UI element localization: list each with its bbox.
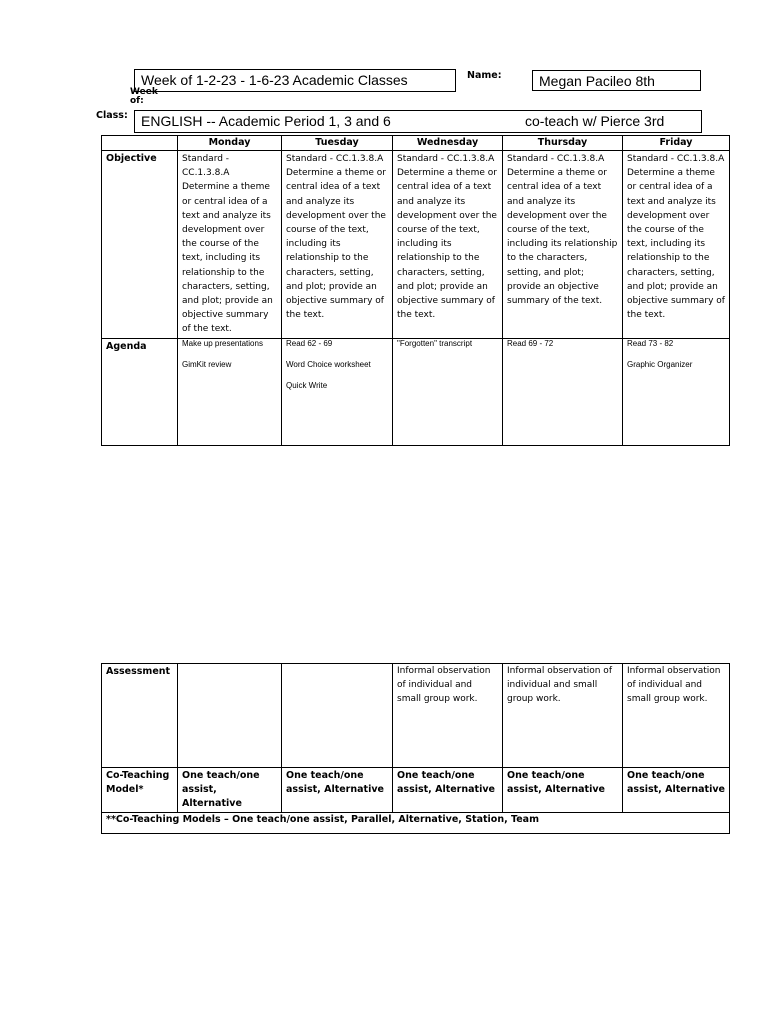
agenda-label: Agenda bbox=[102, 338, 178, 445]
day-header: Monday bbox=[178, 136, 282, 151]
coteach-cell: One teach/one assist, Alternative bbox=[623, 768, 730, 813]
class-box-right-text: co-teach w/ Pierce 3rd bbox=[525, 113, 665, 129]
agenda-item: Word Choice worksheet bbox=[286, 359, 371, 369]
objective-row bbox=[102, 151, 730, 339]
lesson-plan-table bbox=[101, 135, 730, 446]
day-header: Thursday bbox=[503, 136, 623, 151]
assessment-cell: Informal observation of individual and small group work. bbox=[623, 664, 730, 768]
agenda-cell bbox=[503, 338, 623, 445]
agenda-item: Read 73 - 82 bbox=[627, 338, 674, 348]
objective-cell: Standard - CC.1.3.8.A Determine a theme or central idea of a text and analyze its development over the course of the text, including its relationship to the characters, setting, and plot; provide an objective summary of the text. bbox=[503, 151, 623, 339]
class-label: Class: bbox=[96, 110, 128, 121]
agenda-item: Read 69 - 72 bbox=[507, 338, 554, 348]
assessment-cell bbox=[178, 664, 282, 768]
assessment-row bbox=[102, 664, 730, 768]
day-header-row bbox=[102, 136, 730, 151]
week-label-ghost: Week of: bbox=[130, 87, 158, 106]
class-box-left-text: ENGLISH -- Academic Period 1, 3 and 6 bbox=[141, 113, 391, 129]
objective-cell: Standard - CC.1.3.8.A Determine a theme or central idea of a text and analyze its development over the course of the text, including its relationship to the characters, setting, and plot; provide an objective summary of the text. bbox=[178, 151, 282, 339]
name-label: Name: bbox=[467, 70, 502, 81]
day-header: Tuesday bbox=[282, 136, 393, 151]
day-header: Friday bbox=[623, 136, 730, 151]
assessment-cell: Informal observation of individual and small group work. bbox=[393, 664, 503, 768]
agenda-item: "Forgotten" transcript bbox=[397, 338, 473, 348]
assessment-table bbox=[101, 663, 730, 834]
agenda-cell bbox=[623, 338, 730, 445]
agenda-cell bbox=[393, 338, 503, 445]
assessment-label: Assessment bbox=[102, 664, 178, 768]
agenda-item: GimKit review bbox=[182, 359, 232, 369]
week-box: Week of 1-2-23 - 1-6-23 Academic Classes bbox=[134, 69, 456, 92]
day-header: Wednesday bbox=[393, 136, 503, 151]
objective-cell: Standard - CC.1.3.8.A Determine a theme or central idea of a text and analyze its development over the course of the text, including its relationship to the characters, setting, and plot; provide an objective summary of the text. bbox=[393, 151, 503, 339]
name-box: Megan Pacileo 8th bbox=[532, 70, 701, 91]
coteach-cell: One teach/one assist, Alternative bbox=[282, 768, 393, 813]
coteach-cell: One teach/one assist, Alternative bbox=[503, 768, 623, 813]
coteach-row bbox=[102, 768, 730, 813]
footnote-row bbox=[102, 813, 730, 834]
agenda-cell bbox=[178, 338, 282, 445]
objective-label: Objective bbox=[102, 151, 178, 339]
objective-cell: Standard - CC.1.3.8.A Determine a theme or central idea of a text and analyze its development over the course of the text, including its relationship to the characters, setting, and plot; provide an objective summary of the text. bbox=[623, 151, 730, 339]
assessment-cell bbox=[282, 664, 393, 768]
agenda-item: Quick Write bbox=[286, 380, 328, 390]
assessment-cell: Informal observation of individual and small group work. bbox=[503, 664, 623, 768]
agenda-cell bbox=[282, 338, 393, 445]
agenda-item: Graphic Organizer bbox=[627, 359, 693, 369]
coteach-cell: One teach/one assist, Alternative bbox=[393, 768, 503, 813]
agenda-row bbox=[102, 338, 730, 445]
agenda-item: Read 62 - 69 bbox=[286, 338, 333, 348]
class-box bbox=[134, 110, 702, 133]
coteach-footnote: **Co-Teaching Models – One teach/one assist, Parallel, Alternative, Station, Team bbox=[102, 813, 730, 834]
corner-cell bbox=[102, 136, 178, 151]
objective-cell: Standard - CC.1.3.8.A Determine a theme or central idea of a text and analyze its development over the course of the text, including its relationship to the characters, setting, and plot; provide an objective summary of the text. bbox=[282, 151, 393, 339]
coteach-cell: One teach/one assist, Alternative bbox=[178, 768, 282, 813]
agenda-item: Make up presentations bbox=[182, 338, 263, 348]
coteach-label: Co-Teaching Model* bbox=[102, 768, 178, 813]
